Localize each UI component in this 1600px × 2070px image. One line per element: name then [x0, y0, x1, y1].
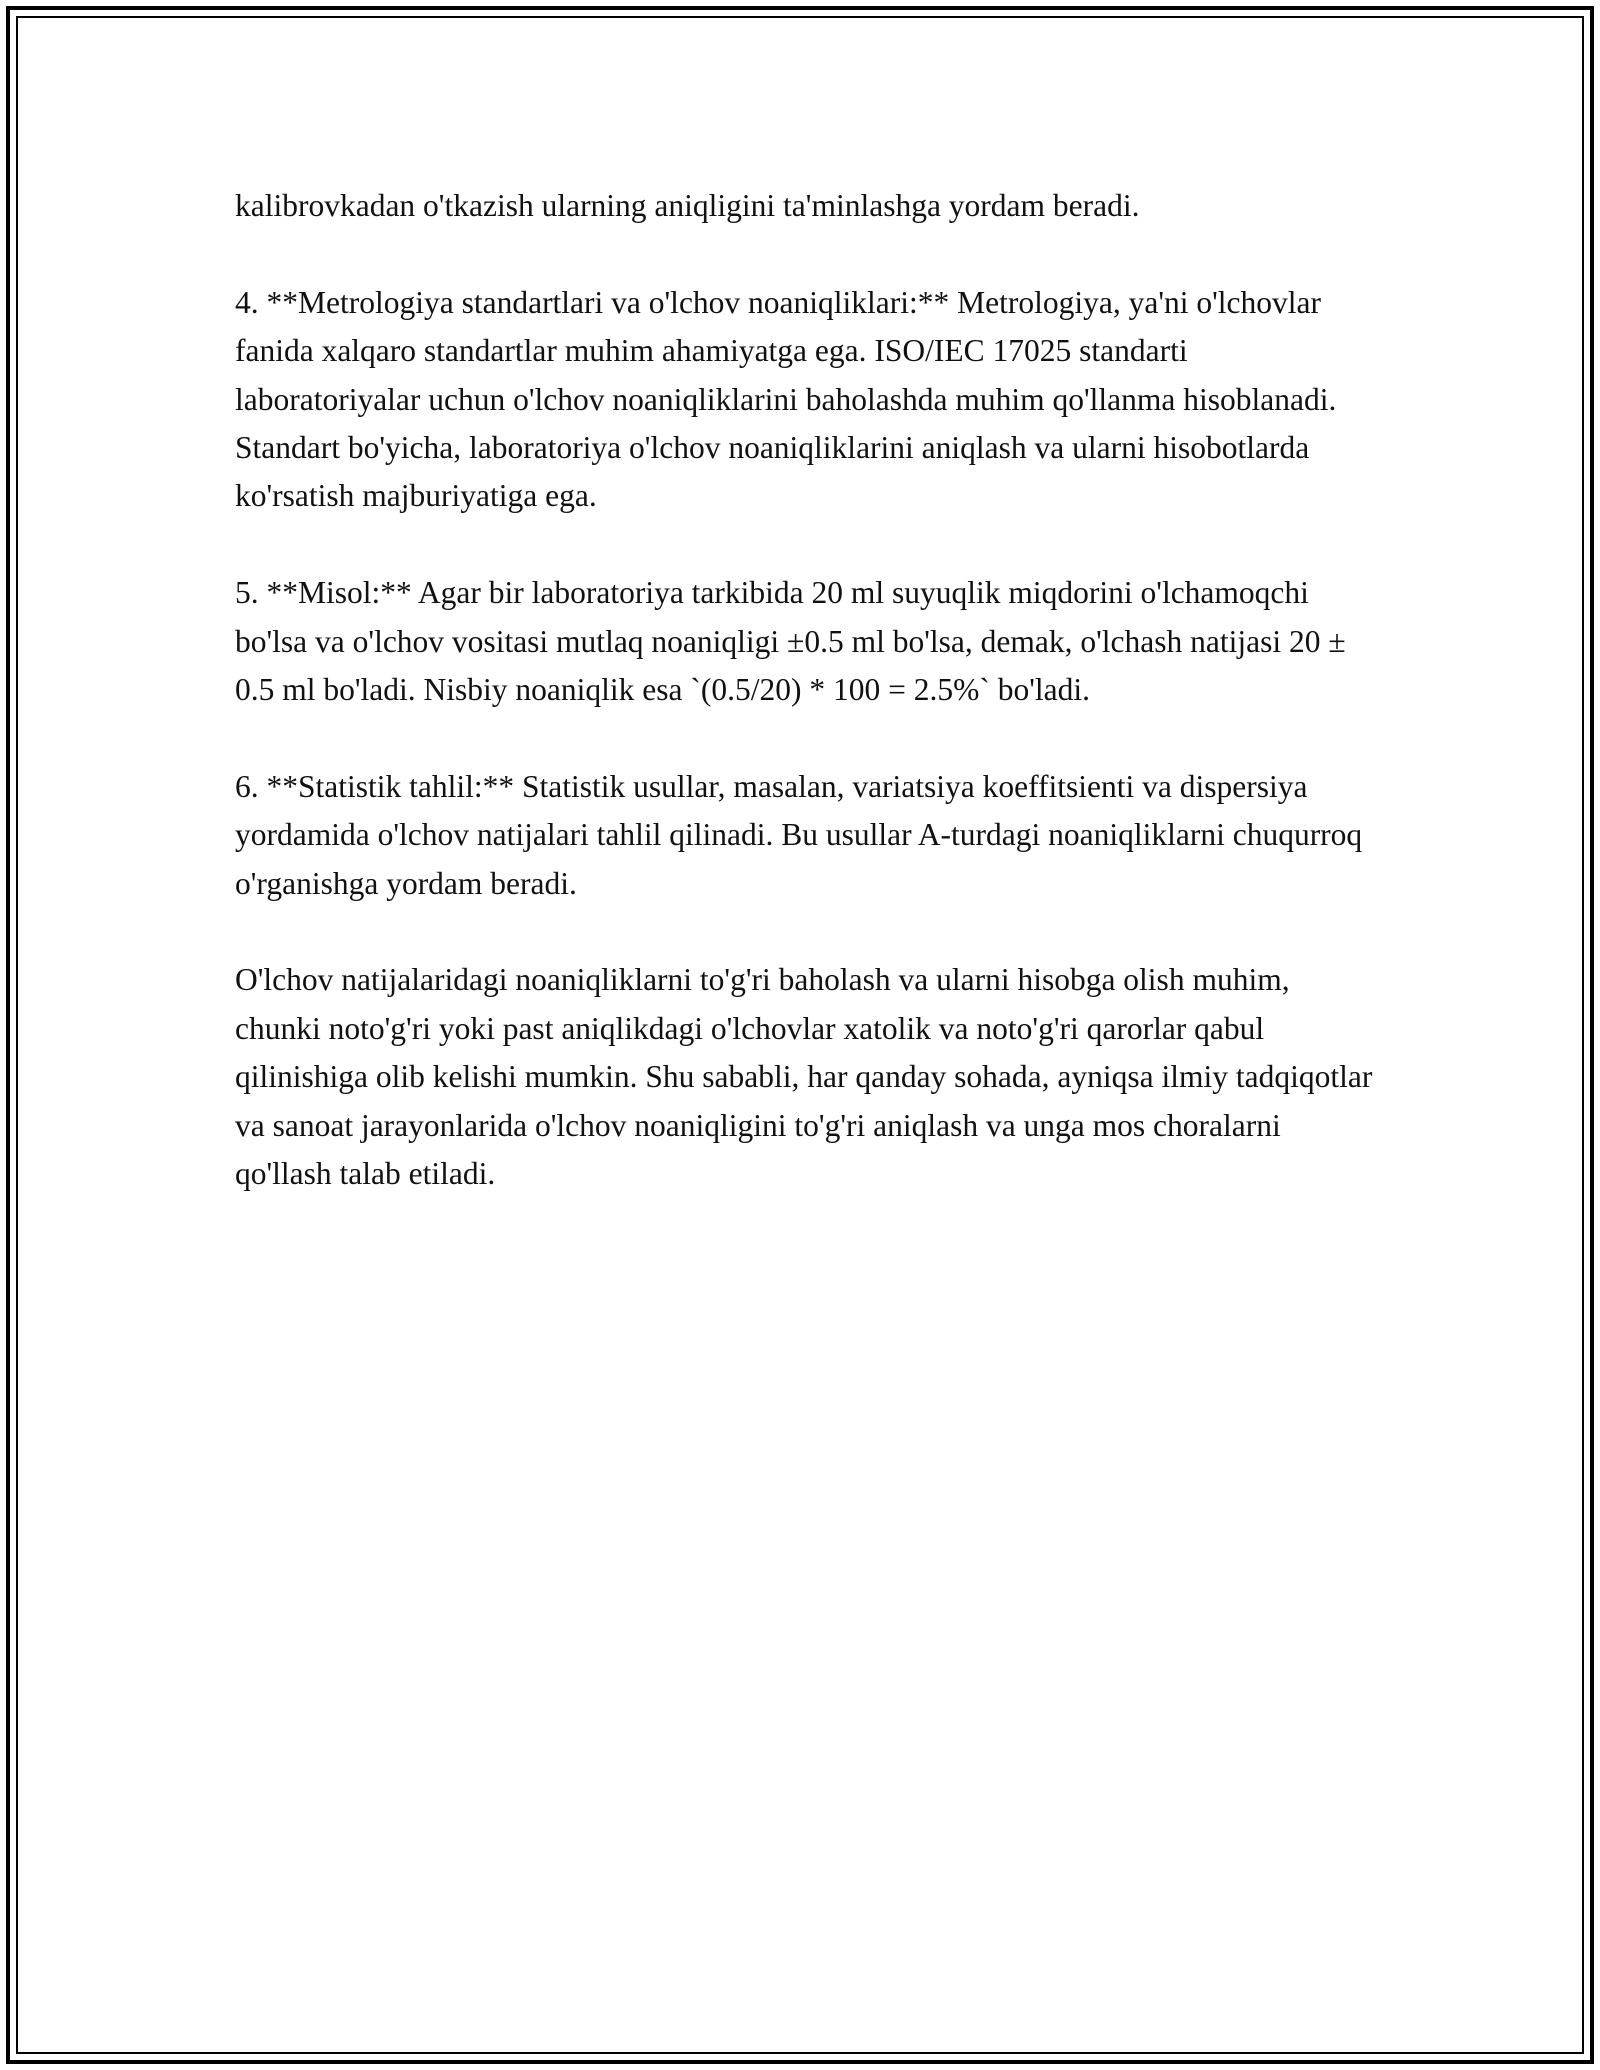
document-body [235, 182, 1375, 1247]
paragraph-example: 5. **Misol:** Agar bir laboratoriya tarkibida 20 ml suyuqlik miqdorini o'lchamoqchi bo'lsa va o'lchov vositasi mutlaq noaniqligi ±0.5 ml bo'lsa, demak, o'lchash natijasi 20 ± 0.5 ml bo'ladi. Nisbiy noaniqlik esa `(0.5/20) * 100 = 2.5%` bo'ladi. [235, 575, 1346, 708]
paragraph-calibration: kalibrovkadan o'tkazish ularning aniqligini ta'minlashga yordam beradi. [235, 188, 1140, 223]
paragraph-statistical-analysis: 6. **Statistik tahlil:** Statistik usullar, masalan, variatsiya koeffitsienti va dispersiya yordamida o'lchov natijalari tahlil qilinadi. Bu usullar A-turdagi noaniqliklarni chuqurroq o'rganishga yordam beradi. [235, 768, 1363, 901]
paragraph-conclusion: O'lchov natijalaridagi noaniqliklarni to'g'ri baholash va ularni hisobga olish muhim, chunki noto'g'ri yoki past aniqlikdagi o'lchovlar xatolik va noto'g'ri qarorlar qabul qilinishiga olib kelishi mumkin. Shu sababli, har qanday sohada, ayniqsa ilmiy tadqiqotlar va sanoat jarayonlarida o'lchov noaniqligini to'g'ri aniqlash va unga mos choralarni qo'llash talab etiladi. [235, 962, 1373, 1192]
paragraph-metrology-standards: 4. **Metrologiya standartlari va o'lchov noaniqliklari:** Metrologiya, ya'ni o'lchovlar fanida xalqaro standartlar muhim ahamiyatga ega. ISO/IEC 17025 standarti laboratoriyalar uchun o'lchov noaniqliklarini baholashda muhim qo'llanma hisoblanadi. Standart bo'yicha, laboratoriya o'lchov noaniqliklarini aniqlash va ularni hisobotlarda ko'rsatish majburiyatiga ega. [235, 284, 1337, 514]
